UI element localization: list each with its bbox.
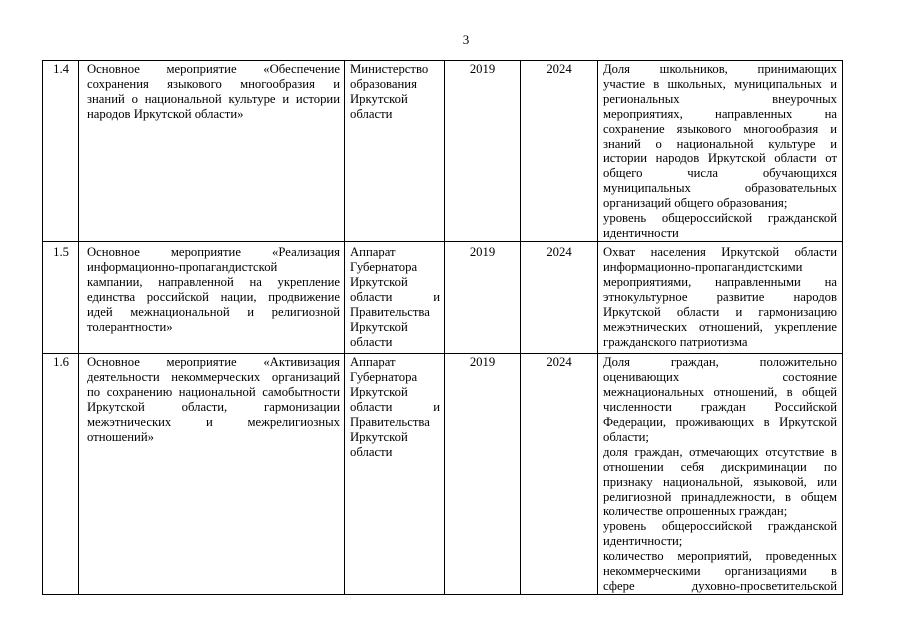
text-line: идей межнациональной и религиозной xyxy=(87,305,340,319)
text-line: Доля граждан, положительно xyxy=(603,355,837,370)
text-line: сохранение языкового многообразия и xyxy=(603,121,837,136)
text-line: Иркутской области и гармонизацию xyxy=(603,305,837,319)
indicators-cell xyxy=(598,241,843,353)
end-year-cell xyxy=(521,61,598,242)
text-line: деятельности некоммерческих организаций xyxy=(87,370,340,385)
table-row xyxy=(43,353,843,594)
text-line: области xyxy=(350,106,393,121)
activity-cell xyxy=(79,353,345,594)
text-line: некоммерческими организациями в xyxy=(603,564,837,579)
text-line: Правительства xyxy=(350,415,430,429)
table-row xyxy=(43,241,843,353)
text-line: идентичности; xyxy=(603,534,683,549)
text-line: уровень общероссийской гражданской xyxy=(603,211,837,226)
text-line: идентичности xyxy=(603,225,679,240)
end-year: 2024 xyxy=(546,355,572,370)
text-line: области; xyxy=(603,429,649,444)
text-line: организаций общего образования; xyxy=(603,196,788,211)
text-line: мероприятиях, направленных на xyxy=(603,106,837,121)
text-line: сфере духовно-просветительской xyxy=(603,578,837,593)
executor-cell xyxy=(345,353,445,594)
text-line: Иркутской xyxy=(350,385,408,400)
text-line: межэтнических отношений, укрепление xyxy=(603,319,837,334)
text-line: Иркутской xyxy=(350,319,408,334)
row-number-cell xyxy=(43,61,79,242)
text-line: Аппарат xyxy=(350,355,396,370)
text-line: области xyxy=(350,334,393,349)
text-line: уровень общероссийской гражданской xyxy=(603,519,837,534)
start-year-cell xyxy=(445,61,521,242)
row-number: 1.4 xyxy=(53,62,69,76)
text-line: религиозной принадлежности, в общем xyxy=(603,489,837,504)
text-line: отношений» xyxy=(87,429,154,444)
text-line: муниципальных образовательных xyxy=(603,181,837,196)
text-line: Правительства xyxy=(350,305,430,319)
text-line: Иркутской xyxy=(350,429,408,444)
start-year-cell xyxy=(445,353,521,594)
executor-cell xyxy=(345,241,445,353)
text-line: этнокультурное развитие народов xyxy=(603,290,837,305)
activities-table xyxy=(42,60,843,595)
row-number: 1.6 xyxy=(53,355,69,370)
text-line: толерантности» xyxy=(87,319,173,334)
start-year: 2019 xyxy=(469,62,496,76)
text-line: Доля школьников, принимающих xyxy=(603,62,837,76)
text-line: общего числа обучающихся xyxy=(603,166,837,181)
text-line: по сохранению национальной самобытности xyxy=(87,385,340,400)
text-line: Охват населения Иркутской области xyxy=(603,245,837,260)
text-line: сохранения языкового многообразия и xyxy=(87,76,340,91)
text-line: истории народов Иркутской области от xyxy=(603,151,837,166)
text-line: информационно-пропагандистской xyxy=(87,260,278,275)
text-line: Министерство xyxy=(350,62,429,76)
indicators-cell xyxy=(598,61,843,242)
executor-cell xyxy=(345,61,445,242)
text-line: области и xyxy=(350,400,440,415)
activity-cell xyxy=(79,241,345,353)
row-number-cell xyxy=(43,353,79,594)
text-line: признаку национальной, языковой, или xyxy=(603,474,837,489)
end-year: 2024 xyxy=(546,245,572,260)
text-line: численности граждан Российской xyxy=(603,400,837,415)
text-line: количество мероприятий, проведенных xyxy=(603,549,837,564)
text-line: Губернатора xyxy=(350,370,418,385)
text-line: единства российской нации, продвижение xyxy=(87,290,340,305)
text-line: оценивающих состояние xyxy=(603,370,837,385)
text-line: Основное мероприятие «Реализация xyxy=(87,245,340,260)
start-year-cell xyxy=(445,241,521,353)
end-year: 2024 xyxy=(546,62,572,76)
row-number: 1.5 xyxy=(53,245,69,260)
text-line: доля граждан, отмечающих отсутствие в xyxy=(603,444,837,459)
text-line: Иркутской области, гармонизации xyxy=(87,400,340,415)
text-line: кампании, направленной на укрепление xyxy=(87,275,340,290)
start-year: 2019 xyxy=(469,245,496,260)
text-line: Федерации, проживающих в Иркутской xyxy=(603,415,837,429)
text-line: межнациональных отношений, в общей xyxy=(603,385,837,400)
end-year-cell xyxy=(521,241,598,353)
text-line: знаний о национальной культуре и истории xyxy=(87,91,340,106)
text-line: количестве опрошенных граждан; xyxy=(603,504,788,519)
text-line: региональных внеурочных xyxy=(603,91,837,106)
text-line: межэтнических и межрелигиозных xyxy=(87,415,340,429)
text-line: области xyxy=(350,444,393,459)
page-number: 3 xyxy=(462,32,470,47)
text-line: Иркутской xyxy=(350,91,408,106)
text-line: Аппарат xyxy=(350,245,396,260)
text-line: знаний о национальной культуре и xyxy=(603,136,837,151)
text-line: информационно-пропагандистскими xyxy=(603,260,803,275)
text-line: образования xyxy=(350,76,417,91)
activity-cell xyxy=(79,61,345,242)
text-line: области и xyxy=(350,290,440,305)
text-line: Основное мероприятие «Обеспечение xyxy=(87,62,340,76)
text-line: Основное мероприятие «Активизация xyxy=(87,355,340,370)
row-number-cell xyxy=(43,241,79,353)
text-line: Губернатора xyxy=(350,260,418,275)
text-line: народов Иркутской области» xyxy=(87,106,244,121)
end-year-cell xyxy=(521,353,598,594)
start-year: 2019 xyxy=(469,355,496,370)
text-line: участие в школьных, муниципальных и xyxy=(603,76,837,91)
table-row xyxy=(43,61,843,242)
text-line: гражданского патриотизма xyxy=(603,334,748,349)
text-line: мероприятиями, направленными на xyxy=(603,275,837,290)
text-line: Иркутской xyxy=(350,275,408,290)
indicators-cell xyxy=(598,353,843,594)
text-line: отношении себя дискриминации по xyxy=(603,459,837,474)
